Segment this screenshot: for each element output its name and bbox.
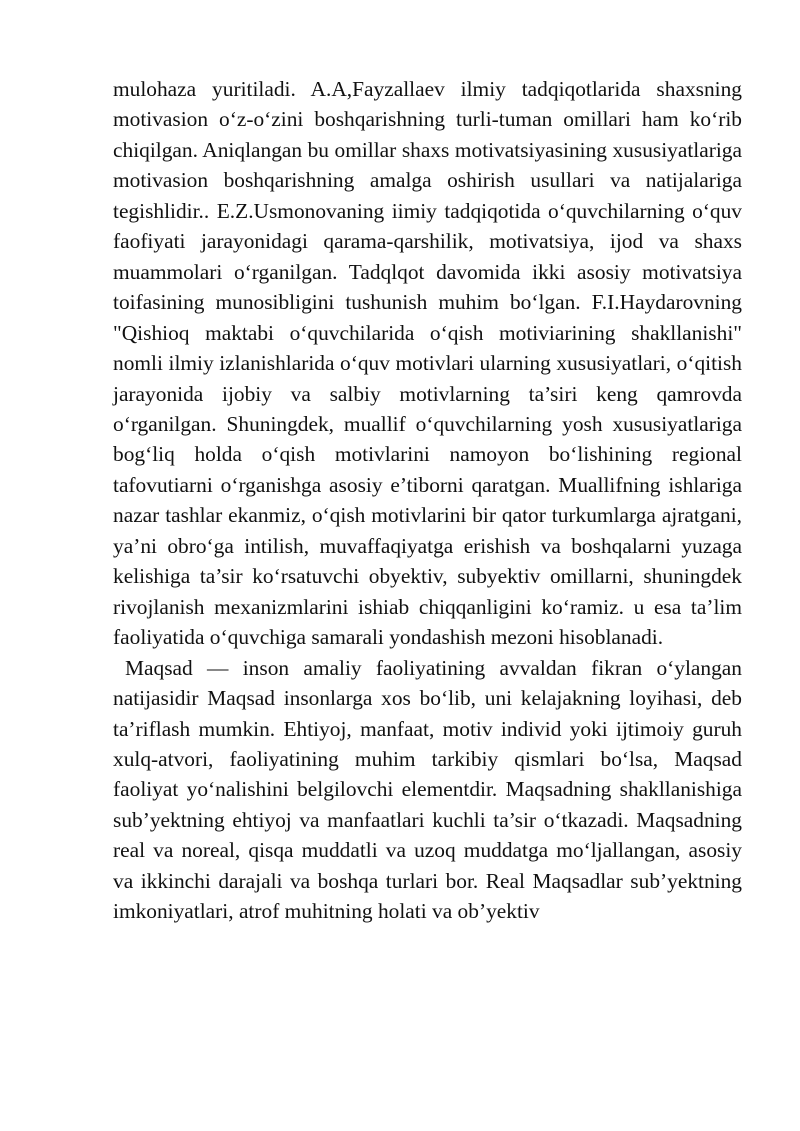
body-paragraph-1: mulohaza yuritiladi. A.A,Fayzallaev ilmiy tadqiqotlarida shaxsning motivasion o‘z-o‘zini boshqarishning turli-tuman omillari ham ko‘rib chiqilgan. Aniqlangan bu omillar shaxs motivatsiyasining xususiyatlariga motivasion boshqarishning amalga oshirish usullari va natijalariga tegishlidir.. E.Z.Usmonovaning iimiy tadqiqotida o‘quvchilarning o‘quv faofiyati jarayonidagi qarama-qarshilik, motivatsiya, ijod va shaxs muammolari o‘rganilgan. Tadqlqot davomida ikki asosiy motivatsiya toifasining munosibligini tushunish muhim bo‘lgan. F.I.Haydarovning "Qishioq maktabi o‘quvchilarida o‘qish motiviarining shakllanishi" nomli ilmiy izlanishlarida o‘quv motivlari ularning xususiyatlari, o‘qitish jarayonida ijobiy va salbiy motivlarning ta’siri keng qamrovda o‘rganilgan. Shuningdek, muallif o‘quvchilarning yosh xususiyatlariga bog‘liq holda o‘qish motivlarini namoyon bo‘lishining regional tafovutiarni o‘rganishga asosiy e’tiborni qaratgan. Muallifning ishlariga nazar tashlar ekanmiz, o‘qish motivlarini bir qator turkumlarga ajratgani, ya’ni obro‘ga intilish, muvaffaqiyatga erishish va boshqalarni yuzaga kelishiga ta’sir ko‘rsatuvchi obyektiv, subyektiv omillarni, shuningdek rivojlanish mexanizmlarini ishiab chiqqanligini ko‘ramiz. u esa ta’lim faoliyatida o‘quvchiga samarali yondashish mezoni hisoblanadi. (113, 77, 742, 650)
body-paragraph-2: Maqsad — inson amaliy faoliyatining avvaldan fikran o‘ylangan natijasidir Maqsad insonlarga xos bo‘lib, uni kelajakning loyihasi, deb ta’riflash mumkin. Ehtiyoj, manfaat, motiv individ yoki ijtimoiy guruh xulq-atvori, faoliyatining muhim tarkibiy qismlari bo‘lsa, Maqsad faoliyat yo‘nalishini belgilovchi elementdir. Maqsadning shakllanishiga sub’yektning ehtiyoj va manfaatlari kuchli ta’sir o‘tkazadi. Maqsadning real va noreal, qisqa muddatli va uzoq muddatga mo‘ljallangan, asosiy va ikkinchi darajali va boshqa turlari bor. Real Maqsadlar sub’yektning imkoniyatlari, atrof muhitning holati va ob’yektiv (113, 655, 742, 924)
document-page (113, 74, 742, 927)
